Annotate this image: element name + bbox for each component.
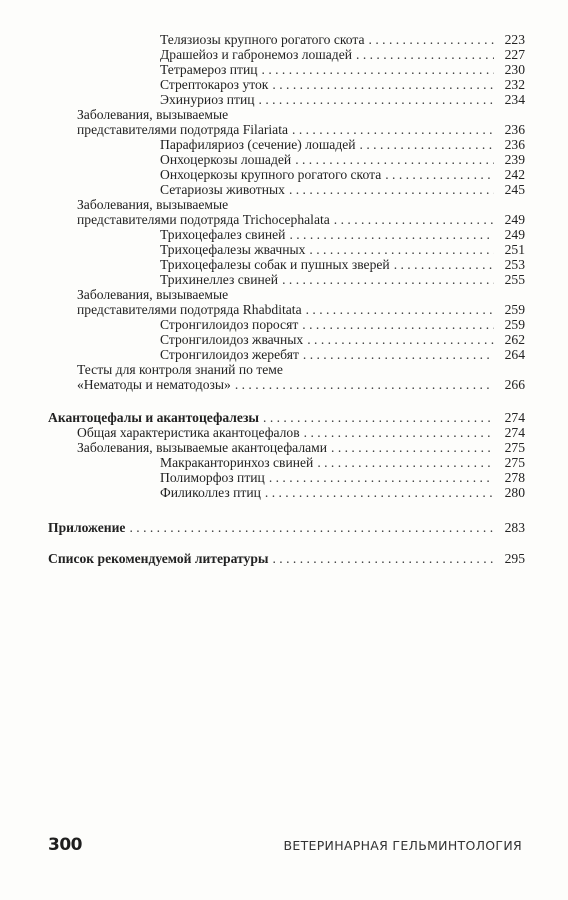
toc-entry-title: Список рекомендуемой литературы — [48, 551, 269, 566]
toc-entry-title: Телязиозы крупного рогатого скота — [160, 32, 365, 47]
toc-entry — [160, 47, 525, 62]
toc-page-number: 295 — [504, 551, 525, 566]
toc-entry — [77, 197, 525, 227]
toc-entry-title: Заболевания, вызываемые акантоцефалами — [77, 440, 328, 455]
toc-entry — [160, 257, 525, 272]
dot-leader — [306, 302, 494, 317]
dot-leader — [263, 410, 494, 425]
dot-leader — [360, 137, 494, 152]
toc-page-number: 253 — [504, 257, 525, 272]
toc-page-number: 259 — [504, 302, 525, 317]
toc-page-number: 245 — [504, 182, 525, 197]
dot-leader — [289, 227, 494, 242]
toc-entry-title: представителями подотряда Filariata — [77, 122, 289, 137]
toc-entry — [77, 425, 525, 440]
dot-leader — [307, 332, 494, 347]
toc-entry — [160, 470, 525, 485]
toc-page-number: 239 — [504, 152, 525, 167]
toc-entry — [160, 242, 525, 257]
toc-page-number: 223 — [504, 32, 525, 47]
toc-entry — [160, 32, 525, 47]
dot-leader — [304, 425, 494, 440]
dot-leader — [262, 62, 494, 77]
toc-entry — [160, 347, 525, 362]
toc-entry — [77, 362, 525, 392]
dot-leader — [369, 32, 494, 47]
dot-leader — [265, 485, 494, 500]
toc-entry — [77, 287, 525, 317]
toc-entry-title: представителями подотряда Trichocephalata — [77, 212, 330, 227]
toc-page-number: 274 — [504, 410, 525, 425]
toc-entry-title: Стронгилоидоз поросят — [160, 317, 299, 332]
toc-page-number: 242 — [504, 167, 525, 182]
dot-leader — [235, 377, 494, 392]
toc-page-number: 249 — [504, 227, 525, 242]
toc-page-number: 266 — [504, 377, 525, 392]
toc-entry — [160, 272, 525, 287]
toc-entry — [48, 551, 525, 566]
dot-leader — [334, 212, 494, 227]
dot-leader — [302, 317, 494, 332]
toc-page-number: 278 — [504, 470, 525, 485]
toc-page-number: 259 — [504, 317, 525, 332]
toc-entry-title: представителями подотряда Rhabditata — [77, 302, 302, 317]
toc-entry — [160, 92, 525, 107]
dot-leader — [295, 152, 494, 167]
toc-entry-title: Онхоцеркозы лошадей — [160, 152, 292, 167]
toc-entry-title: Трихинеллез свиней — [160, 272, 279, 287]
dot-leader — [272, 77, 494, 92]
toc-entry-title: Заболевания, вызываемые — [77, 107, 229, 122]
toc-page-number: 274 — [504, 425, 525, 440]
toc-entry-title: Акантоцефалы и акантоцефалезы — [48, 410, 260, 425]
dot-leader — [309, 242, 494, 257]
toc-page-number: 262 — [504, 332, 525, 347]
dot-leader — [259, 92, 494, 107]
toc-page-number: 275 — [504, 440, 525, 455]
page-number: 300 — [48, 835, 82, 855]
running-title: ВЕТЕРИНАРНАЯ ГЕЛЬМИНТОЛОГИЯ — [283, 838, 522, 853]
toc-entry — [160, 455, 525, 470]
dot-leader — [394, 257, 494, 272]
dot-leader — [356, 47, 494, 62]
toc-entry-title: Общая характеристика акантоцефалов — [77, 425, 300, 440]
dot-leader — [282, 272, 494, 287]
toc-page-number: 234 — [504, 92, 525, 107]
toc-entry — [160, 77, 525, 92]
dot-leader — [385, 167, 494, 182]
toc-entry-title: Приложение — [48, 520, 126, 535]
toc-entry-title: Парафиляриоз (сечение) лошадей — [160, 137, 356, 152]
toc-entry — [77, 107, 525, 137]
toc-page-number: 236 — [504, 137, 525, 152]
toc-entry-title: Тетрамероз птиц — [160, 62, 258, 77]
toc-entry-title: Стронгилоидоз жеребят — [160, 347, 299, 362]
toc-entry — [160, 182, 525, 197]
toc-entry — [160, 485, 525, 500]
dot-leader — [273, 551, 495, 566]
toc-entry-title: Стрептокароз уток — [160, 77, 269, 92]
toc-entry-title: Сетариозы животных — [160, 182, 285, 197]
toc-page-number: 232 — [504, 77, 525, 92]
toc-entry-title: «Нематоды и нематодозы» — [77, 377, 231, 392]
toc-entry-title: Трихоцефалезы собак и пушных зверей — [160, 257, 390, 272]
toc-entry — [160, 332, 525, 347]
toc-entry — [160, 227, 525, 242]
toc-entry-title: Стронгилоидоз жвачных — [160, 332, 304, 347]
toc-page-number: 255 — [504, 272, 525, 287]
toc-entry — [48, 410, 525, 425]
toc-page-number: 251 — [504, 242, 525, 257]
toc-page-number: 275 — [504, 455, 525, 470]
toc-entry — [160, 137, 525, 152]
toc-entry-title: Полиморфоз птиц — [160, 470, 265, 485]
page-footer — [48, 835, 522, 855]
toc-page-number: 236 — [504, 122, 525, 137]
dot-leader — [269, 470, 494, 485]
toc-entry — [48, 520, 525, 535]
toc-entry-title: Онхоцеркозы крупного рогатого скота — [160, 167, 382, 182]
dot-leader — [331, 440, 494, 455]
toc-page-number: 230 — [504, 62, 525, 77]
dot-leader — [292, 122, 494, 137]
toc-entry — [160, 152, 525, 167]
toc-entry-title: Заболевания, вызываемые — [77, 287, 229, 302]
dot-leader — [289, 182, 494, 197]
toc-entry-title: Трихоцефалез свиней — [160, 227, 286, 242]
toc-entry-title: Филиколлез птиц — [160, 485, 261, 500]
toc-page-number: 280 — [504, 485, 525, 500]
toc-entry-title: Тесты для контроля знаний по теме — [77, 362, 283, 377]
toc-page-number: 283 — [504, 520, 525, 535]
toc-page-number: 249 — [504, 212, 525, 227]
toc-entry-title: Трихоцефалезы жвачных — [160, 242, 306, 257]
toc-entry — [160, 167, 525, 182]
dot-leader — [317, 455, 494, 470]
toc-entry-title: Драшейоз и габронемоз лошадей — [160, 47, 353, 62]
toc-page-number: 264 — [504, 347, 525, 362]
toc-entry — [77, 440, 525, 455]
toc-entry — [160, 62, 525, 77]
toc-entry-title: Макракантоpинхоз свиней — [160, 455, 314, 470]
dot-leader — [129, 520, 494, 535]
toc-page-number: 227 — [504, 47, 525, 62]
toc-entry — [160, 317, 525, 332]
dot-leader — [303, 347, 494, 362]
toc-entry-title: Эхинуриоз птиц — [160, 92, 255, 107]
toc-entry-title: Заболевания, вызываемые — [77, 197, 229, 212]
